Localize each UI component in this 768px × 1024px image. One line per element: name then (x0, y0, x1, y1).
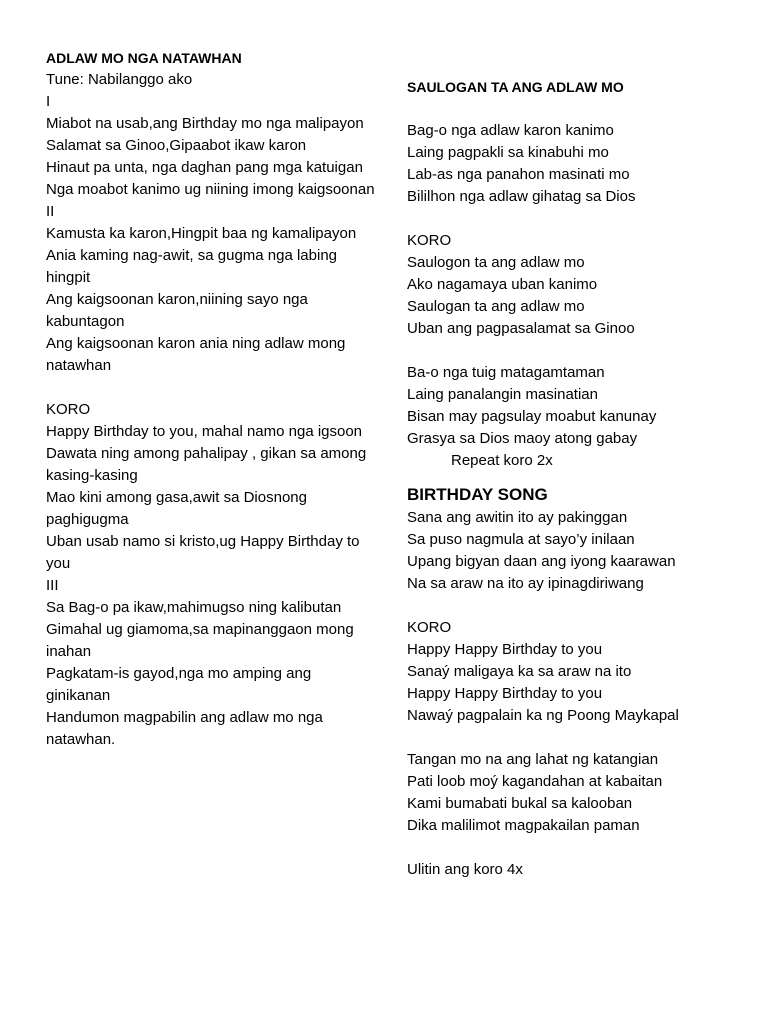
verse-number: II (46, 203, 55, 220)
lyric-line: Saulogon ta ang adlaw mo (407, 254, 585, 271)
lyric-line: Mao kini among gasa,awit sa Diosnong paghigugma (46, 489, 307, 528)
chorus-label: KORO (46, 401, 91, 418)
lyric-line: Ania kaming nag-awit, sa gugma nga labing hingpit (46, 247, 338, 286)
lyric-line: Happy Birthday to you, mahal namo nga igsoon (46, 423, 363, 440)
tune-line: Tune: Nabilanggo ako (46, 71, 193, 88)
lyric-line: Happy Happy Birthday to you (407, 641, 603, 658)
verse-number: III (46, 577, 59, 594)
lyric-line: Pagkatam-is gayod,nga mo amping ang ginikanan (46, 665, 312, 704)
lyric-line: Handumon magpabilin ang adlaw mo nga natawhan. (46, 709, 323, 748)
verse-number: I (46, 93, 51, 110)
lyric-line: Sa puso nagmula at sayo’y inilaan (407, 531, 635, 548)
song-title-adlaw: ADLAW MO NGA NATAWHAN (46, 50, 242, 66)
lyric-line: Salamat sa Ginoo,Gipaabot ikaw karon (46, 137, 307, 154)
lyric-line: Ba-o nga tuig matagamtaman (407, 364, 605, 381)
lyric-line: Lab-as nga panahon masinati mo (407, 166, 630, 183)
lyric-line: Ako nagamaya uban kanimo (407, 276, 598, 293)
repeat-note: Repeat koro 2x (451, 452, 553, 469)
lyric-line: Uban ang pagpasalamat sa Ginoo (407, 320, 635, 337)
chorus-label: KORO (407, 232, 452, 249)
lyric-line: Laing panalangin masinatian (407, 386, 598, 403)
lyric-line: Bisan may pagsulay moabut kanunay (407, 408, 657, 425)
lyric-line: Gimahal ug giamoma,sa mapinanggaon mong inahan (46, 621, 354, 660)
right-column (407, 76, 747, 881)
lyric-line: Happy Happy Birthday to you (407, 685, 603, 702)
song-title-birthday: BIRTHDAY SONG (407, 485, 548, 504)
lyric-line: Miabot na usab,ang Birthday mo nga malipayon (46, 115, 364, 132)
lyric-line: Laing pagpakli sa kinabuhi mo (407, 144, 609, 161)
left-column (46, 47, 376, 751)
lyric-line: Dika malilimot magpakailan paman (407, 817, 640, 834)
lyric-line: Na sa araw na ito ay ipinagdiriwang (407, 575, 644, 592)
lyric-line: Kami bumabati bukal sa kalooban (407, 795, 633, 812)
lyric-line: Ang kaigsoonan karon ania ning adlaw mong natawhan (46, 335, 346, 374)
song-title-saulogan: SAULOGAN TA ANG ADLAW MO (407, 79, 624, 95)
lyric-line: Sanaý maligaya ka sa araw na ito (407, 663, 632, 680)
lyric-line: Nawaý pagpalain ka ng Poong Maykapal (407, 707, 679, 724)
lyric-line: Sana ang awitin ito ay pakinggan (407, 509, 628, 526)
lyric-line: Grasya sa Dios maoy atong gabay (407, 430, 638, 447)
lyric-line: Bililhon nga adlaw gihatag sa Dios (407, 188, 636, 205)
chorus-label: KORO (407, 619, 452, 636)
lyric-line: Nga moabot kanimo ug niining imong kaigsoonan (46, 181, 375, 198)
lyric-line: Hinaut pa unta, nga daghan pang mga katuigan (46, 159, 363, 176)
repeat-note: Ulitin ang koro 4x (407, 861, 523, 878)
lyric-line: Sa Bag-o pa ikaw,mahimugso ning kalibutan (46, 599, 342, 616)
lyric-line: Bag-o nga adlaw karon kanimo (407, 122, 614, 139)
lyric-line: Upang bigyan daan ang iyong kaarawan (407, 553, 676, 570)
lyric-line: Saulogan ta ang adlaw mo (407, 298, 585, 315)
lyric-line: Kamusta ka karon,Hingpit baa ng kamalipayon (46, 225, 357, 242)
lyric-line: Ang kaigsoonan karon,niining sayo nga kabuntagon (46, 291, 308, 330)
lyric-line: Uban usab namo si kristo,ug Happy Birthday to you (46, 533, 360, 572)
lyric-line: Dawata ning among pahalipay , gikan sa among kasing-kasing (46, 445, 367, 484)
lyric-line: Tangan mo na ang lahat ng katangian (407, 751, 659, 768)
lyric-line: Pati loob moý kagandahan at kabaitan (407, 773, 663, 790)
